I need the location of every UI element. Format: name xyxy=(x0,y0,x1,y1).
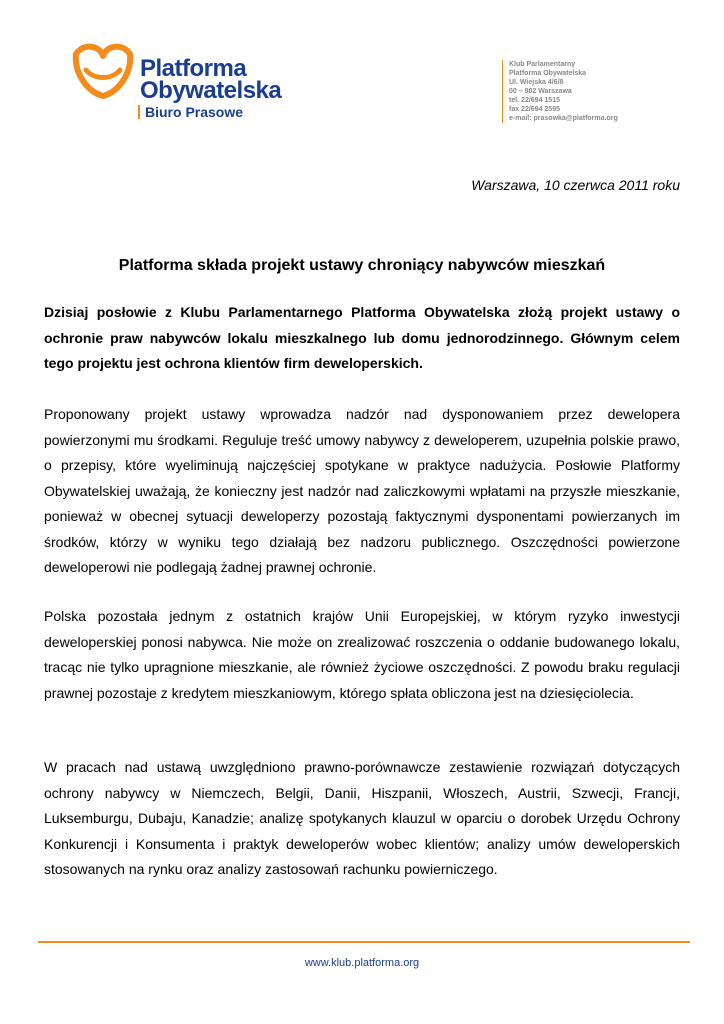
document-title: Platforma składa projekt ustawy chroniący nabywców mieszkań xyxy=(118,257,606,274)
footer-url[interactable]: www.klub.platforma.org xyxy=(304,957,420,969)
lead-paragraph: Dzisiaj posłowie z Klubu Parlamentarnego Platforma Obywatelska złożą projekt ustawy o ochronie praw nabywców lokalu mieszkalnego lub domu jednorodzinnego. Głównym celem tego projektu jest ochrona klientów firm deweloperskich. xyxy=(44,304,680,371)
contact-line: Klub Parlamentarny xyxy=(509,61,576,68)
paragraph-1: Proponowany projekt ustawy wprowadza nadzór nad dysponowaniem przez dewelopera powierzonymi mu środkami. Reguluje treść umowy nabywcy z deweloperem, uzupełnia polskie prawo, o przepisy, które wyeliminują najczęściej spotykane w praktyce nadużycia. Posłowie Platformy Obywatelskiej uważają, że konieczny jest nadzór nad zaliczkowymi wpłatami na przyszłe mieszkanie, ponieważ w obecnej sytuacji deweloperzy pozostają faktycznymi dysponentami powierzanych im środków, którzy w wyniku tego działają bez nadzoru publicznego. Oszczędności powierzone deweloperowi nie podlegają żadnej prawnej ochronie. xyxy=(44,406,680,575)
logo-subtitle: Biuro Prasowe xyxy=(138,105,243,119)
logo-line1: Platforma xyxy=(140,55,247,82)
contact-line: fax 22/694 2595 xyxy=(509,106,560,113)
contact-email[interactable]: e-mail: prasowka@platforma.org xyxy=(509,115,618,122)
logo-emblem-icon xyxy=(70,40,136,100)
document-date: Warszawa, 10 czerwca 2011 roku xyxy=(471,177,680,193)
contact-block xyxy=(502,60,618,123)
contact-line: Platforma Obywatelska xyxy=(509,70,587,77)
contact-line: Ul. Wiejska 4/6/8 xyxy=(509,79,564,86)
platforma-obywatelska-logo xyxy=(70,40,310,122)
paragraph-2: Polska pozostała jednym z ostatnich krajów Unii Europejskiej, w którym ryzyko inwestycji deweloperskiej ponosi nabywca. Nie może on zrealizować roszczenia o oddanie budowanego lokalu, tracąc nie tylko upragnione mieszkanie, ale również życiowe oszczędności. Z powodu braku regulacji prawnej pozostaje z kredytem mieszkaniowym, którego spłata obliczona jest na dziesięciolecia. xyxy=(44,608,680,701)
contact-line: 00 – 902 Warszawa xyxy=(509,88,572,95)
logo-line2: Obywatelska xyxy=(140,77,282,104)
paragraph-3: W pracach nad ustawą uwzględniono prawno-porównawcze zestawienie rozwiązań dotyczących ochrony nabywcy w Niemczech, Belgii, Danii, Hiszpanii, Włoszech, Austrii, Szwecji, Francji, Luksemburgu, Dubaju, Kanadzie; analizę spotykanych klauzul w oparciu o dorobek Urzędu Ochrony Konkurencji i Konsumenta i praktyk deweloperów wobec klientów; analizy umów deweloperskich stosowanych na rynku oraz analizy zastosowań rachunku powierniczego. xyxy=(44,759,680,877)
footer-divider xyxy=(38,941,690,943)
logo-wordmark xyxy=(140,55,282,104)
contact-line: tel. 22/694 1515 xyxy=(509,97,560,104)
